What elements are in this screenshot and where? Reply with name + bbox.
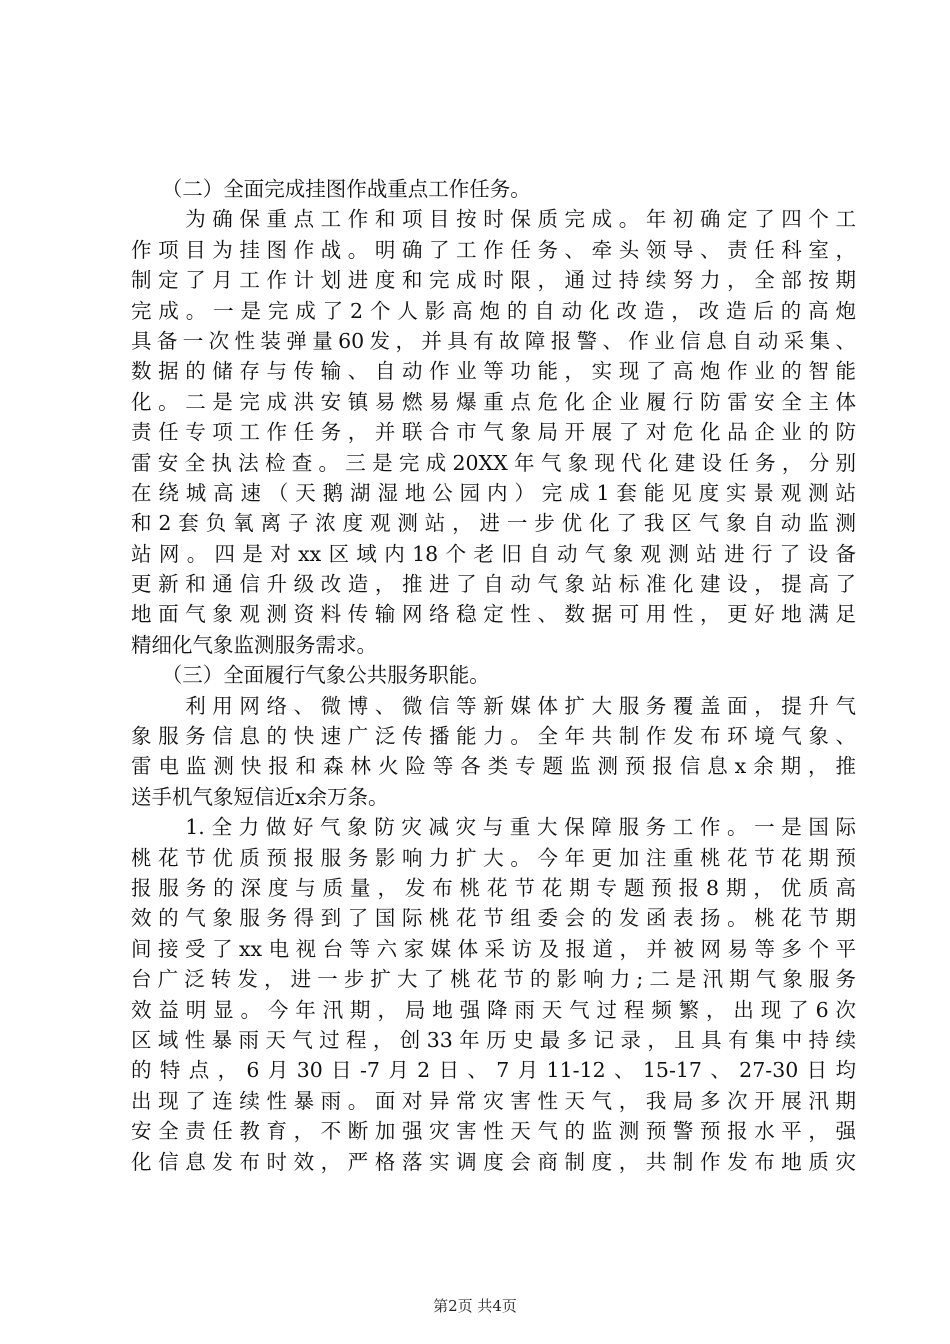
text-line: 化信息发布时效，严格落实调度会商制度，共制作发布地质灾 [131, 1149, 856, 1174]
text-line: 区域性暴雨天气过程，创33年历史最多记录，且具有集中持续 [131, 1027, 856, 1052]
text-line: 象服务信息的快速广泛传播能力。全年共制作发布环境气象、 [131, 724, 856, 749]
text-line: 报服务的深度与质量，发布桃花节花期专题预报8期，优质高 [131, 875, 856, 900]
text-line: 效益明显。今年汛期，局地强降雨天气过程频繁，出现了6次 [131, 997, 856, 1022]
text-line: 雷安全执法检查。三是完成20XX年气象现代化建设任务，分别 [131, 450, 856, 475]
text-line: 间接受了xx电视台等六家媒体采访及报道，并被网易等多个平 [131, 936, 856, 961]
document-body [131, 174, 856, 1177]
text-line: 的特点，6月30日-7月2日、7月11-12、15-17、27-30日均 [131, 1058, 856, 1083]
text-line: 桃花节优质预报服务影响力扩大。今年更加注重桃花节花期预 [131, 845, 856, 870]
text-line: 制定了月工作计划进度和完成时限，通过持续努力，全部按期 [131, 268, 856, 293]
text-line: 地面气象观测资料传输网络稳定性、数据可用性，更好地满足 [131, 602, 856, 627]
text-line: 1.全力做好气象防灾减灾与重大保障服务工作。一是国际 [131, 815, 856, 840]
text-line: 站网。四是对xx区域内18个老旧自动气象观测站进行了设备 [131, 541, 856, 566]
text-line: 台广泛转发，进一步扩大了桃花节的影响力;二是汛期气象服务 [131, 967, 856, 992]
text-line: 利用网络、微博、微信等新媒体扩大服务覆盖面，提升气 [131, 693, 856, 718]
text-line: 数据的储存与传输、自动作业等功能，实现了高炮作业的智能 [131, 359, 856, 384]
text-line: 雷电监测快报和森林火险等各类专题监测预报信息x余期，推 [131, 754, 856, 779]
page-number-footer: 第2页 共4页 [433, 1297, 517, 1315]
paragraph-heading: （三）全面履行气象公共服务职能。 [131, 663, 490, 688]
text-line: 精细化气象监测服务需求。 [131, 632, 377, 657]
text-line: 送手机气象短信近x余万条。 [131, 784, 389, 809]
text-line: 安全责任教育，不断加强灾害性天气的监测预警预报水平，强 [131, 1119, 856, 1144]
text-line: 化。二是完成洪安镇易燃易爆重点危化企业履行防雷安全主体 [131, 389, 856, 414]
text-line: 出现了连续性暴雨。面对异常灾害性天气，我局多次开展汛期 [131, 1088, 856, 1113]
paragraph-heading: （二）全面完成挂图作战重点工作任务。 [131, 177, 531, 201]
text-line: 作项目为挂图作战。明确了工作任务、牵头领导、责任科室， [131, 237, 856, 262]
text-line: 更新和通信升级改造，推进了自动气象站标准化建设，提高了 [131, 572, 856, 597]
text-line: 责任专项工作任务，并联合市气象局开展了对危化品企业的防 [131, 420, 856, 445]
text-line: 为确保重点工作和项目按时保质完成。年初确定了四个工 [131, 207, 856, 232]
text-line: 和2套负氧离子浓度观测站，进一步优化了我区气象自动监测 [131, 511, 856, 536]
text-line: 完成。一是完成了2个人影高炮的自动化改造，改造后的高炮 [131, 298, 856, 323]
text-line: 在绕城高速（天鹅湖湿地公园内）完成1套能见度实景观测站 [131, 480, 856, 505]
text-line: 效的气象服务得到了国际桃花节组委会的发函表扬。桃花节期 [131, 906, 856, 931]
text-line: 具备一次性装弹量60发，并具有故障报警、作业信息自动采集、 [131, 328, 856, 353]
